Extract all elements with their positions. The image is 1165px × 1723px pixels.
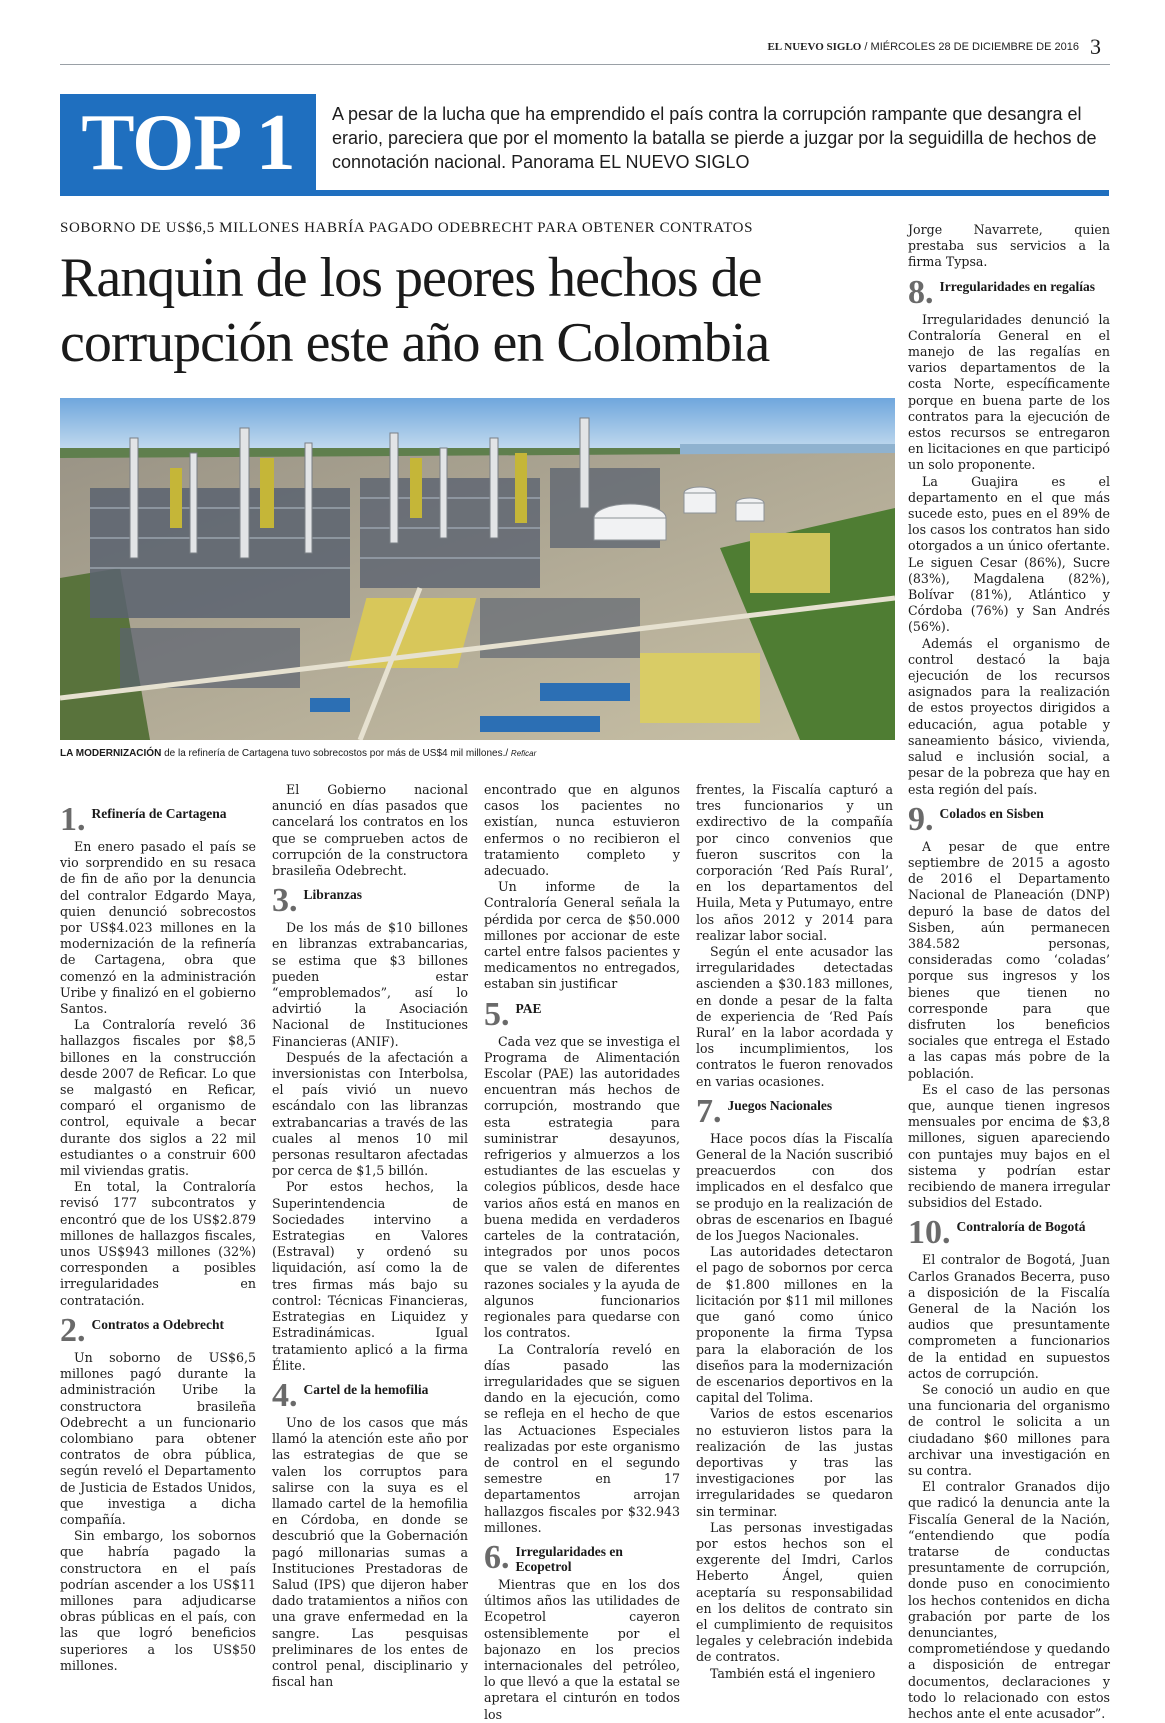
top-band-title: TOP 1 bbox=[81, 99, 295, 187]
section-number: 4. bbox=[272, 1376, 298, 1414]
paragraph: Varios de estos escenarios no estuvieron listos para la realización de las justas deportivas y tras las investigaciones por las irregularidades se quedaron sin terminar. bbox=[696, 1406, 893, 1519]
paragraph: También está el ingeniero bbox=[710, 1665, 876, 1681]
paragraph: Después de la afectación a inversionistas con Interbolsa, el país vivió un nuevo escándalo con las libranzas extrabancarias a través de las cuales al menos 10 mil personas resultaron afectadas por cerca de $1,5 billón. bbox=[272, 1049, 468, 1179]
paragraph: La Guajira es el departamento en el que más sucede esto, pues en el 89% de los casos los contratos han sido otorgados a un único ofertante. Le siguen Cesar (86%), Sucre (83%), Magdalena (82%), Bolívar (81%), Atlántico y Córdoba (76%) y San Andrés (56%). bbox=[908, 473, 1110, 635]
section-heading-6 bbox=[484, 1538, 680, 1576]
paragraph: El Gobierno nacional anunció en días pasados que cancelará los contratos en los que se comprueben actos de corrupción de la constructora brasileña Odebrecht. bbox=[272, 782, 468, 879]
column-4 bbox=[696, 782, 893, 1682]
column-3 bbox=[484, 782, 680, 1723]
section-heading-3 bbox=[272, 882, 468, 920]
section-number: 8. bbox=[908, 273, 934, 311]
section-number: 9. bbox=[908, 800, 934, 838]
section-number: 7. bbox=[696, 1092, 722, 1130]
section-heading-10 bbox=[908, 1214, 1110, 1252]
caption-credit: Reficar bbox=[510, 749, 537, 758]
section-number: 1. bbox=[60, 801, 86, 838]
paragraph: Por estos hechos, la Superintendencia de Sociedades intervino a Estrategias en Valores (Estraval) y ordenó su liquidación, así como la de tres firmas más bajo su control: Técnicas Financieras, Estrategias en Liquidez y Estradinámicas. Igual tratamiento aplicó a la firma Élite. bbox=[272, 1179, 468, 1373]
paragraph: frentes, la Fiscalía capturó a tres funcionarios y un exdirectivo de la compañía por cinco convenios que fueron suscritos con la corporación ‘Red País Rural’, en los departamentos del Huila, Meta y Putumayo, entre los años 2012 y 2014 para realizar labor social. bbox=[696, 782, 893, 943]
masthead-paper: EL NUEVO SIGLO bbox=[767, 41, 862, 53]
paragraph: Cada vez que se investiga el Programa de Alimentación Escolar (PAE) las autoridades encuentran más hechos de corrupción, mostrando que esta estrategia para suministrar desayunos, refrigerios y almuerzos a los estudiantes de las escuelas y colegios públicos, desde hace varios años está en manos en buena medida en verdaderos carteles de la contratación, integrados por unos pocos que se valen de diferentes razones sociales y la ayuda de algunos funcionarios regionales para quedarse con los contratos. bbox=[484, 1033, 680, 1341]
photo-caption bbox=[60, 748, 536, 759]
paragraph: El contralor de Bogotá, Juan Carlos Granados Becerra, puso a disposición de la Fiscalía General de la Nación los audios que presuntamente comprometen a funcionarios de la entidad en supuestos actos de corrupción. bbox=[908, 1252, 1110, 1381]
paragraph: Mientras que en los dos últimos años las utilidades de Ecopetrol cayeron ostensiblemente por el bajonazo en los precios internacionales del petróleo, lo que llevó a que la estatal se apretara el cinturón en todos los bbox=[484, 1576, 680, 1722]
column-2 bbox=[272, 782, 468, 1690]
masthead bbox=[767, 41, 1079, 53]
paragraph: Uno de los casos que más llamó la atención este año por las estrategias de que se valen los corruptos para salirse con la suya es el llamado cartel de la hemofilia en Córdoba, en donde se descubrió que la Gobernación pagó millonarias sumas a Instituciones Prestadoras de Salud (IPS) que dijeron haber dado tratamientos a niños con una grave enfermedad en la sangre. Las pesquisas preliminares de los entes de control penal, disciplinario y fiscal han bbox=[272, 1414, 468, 1690]
paragraph: Irregularidades denunció la Contraloría General en el manejo de las regalías en varios departamentos de la costa Norte, específicamente porque en buena parte de los contratos para la ejecución de estos recursos se entregaron en licitaciones en que participó un solo proponente. bbox=[908, 311, 1110, 473]
caption-text: de la refinería de Cartagena tuvo sobrecostos por más de US$4 mil millones./ bbox=[161, 748, 511, 759]
paragraph: Según el ente acusador las irregularidades detectadas ascienden a $30.183 millones, en donde a pesar de la falta de experiencia de ‘Red País Rural’ en la labor acordada y los incumplimientos, los contratos le fueron renovados en varias ocasiones. bbox=[696, 944, 893, 1089]
section-number: 10. bbox=[908, 1214, 951, 1252]
section-title: Libranzas bbox=[303, 887, 363, 903]
section-heading-9 bbox=[908, 800, 1110, 838]
section-title: Colados en Sisben bbox=[939, 805, 1044, 821]
page-number: 3 bbox=[1090, 34, 1101, 59]
column-1 bbox=[60, 798, 256, 1674]
masthead-date: / MIÉRCOLES 28 DE DICIEMBRE DE 2016 bbox=[861, 41, 1079, 53]
section-number: 2. bbox=[60, 1311, 86, 1349]
paragraph: De los más de $10 billones en libranzas extrabancarias, se estima que $3 billones pueden estar “emproblemados”, así lo advirtió la Asociación Nacional de Instituciones Financieras (ANIF). bbox=[272, 920, 468, 1049]
section-heading-4 bbox=[272, 1376, 468, 1414]
paragraph: Es el caso de las personas que, aunque tienen ingresos mensuales por encima de $3,8 millones, siguen apareciendo con puntajes muy bajos en el sistema y podrían estar recibiendo de manera irregular subsidios del Estado. bbox=[908, 1081, 1110, 1211]
paragraph: encontrado que en algunos casos los pacientes no existían, nunca estuvieron enfermos o no recibieron el tratamiento completo y adecuado. bbox=[484, 782, 680, 879]
paragraph: Se conoció un audio en que una funcionaria del organismo de control le solicita a un ciudadano $60 millones para archivar una investigación en su contra. bbox=[908, 1382, 1110, 1479]
column-5 bbox=[908, 222, 1110, 1722]
section-title: Refinería de Cartagena bbox=[91, 806, 227, 821]
section-title: PAE bbox=[515, 1000, 542, 1016]
section-title: Irregularidades en regalías bbox=[939, 278, 1095, 294]
top-band-text: A pesar de la lucha que ha emprendido el país contra la corrupción rampante que desangra el erario, pareciera que por el momento la batalla se pierde a juzgar por la seguidilla de hechos de connotación nacional. Panorama EL NUEVO SIGLO bbox=[332, 104, 1097, 172]
section-heading-8 bbox=[908, 273, 1110, 311]
paragraph: Un soborno de US$6,5 millones pagó durante la administración Uribe la constructora brasileña Odebrecht a un funcionario colombiano para obtener contratos de obra pública, según reveló el Departamento de Justicia de Estados Unidos, que investiga a dicha compañía. bbox=[60, 1349, 256, 1527]
headline: Ranquin de los peores hechos de corrupción este año en Colombia bbox=[60, 247, 770, 374]
paragraph: La Contraloría reveló en días pasado las irregularidades que se siguen dando en la ejecución, como se refleja en el hecho de que las Actuaciones Especiales realizadas por este organismo de control en el segundo semestre en 17 departamentos arrojan hallazgos fiscales por $32.943 millones. bbox=[484, 1341, 680, 1535]
paragraph: Hace pocos días la Fiscalía General de la Nación suscribió preacuerdos con dos implicados en el desfalco que se produjo en la realización de obras de escenarios en Ibagué de los Juegos Nacionales. bbox=[696, 1130, 893, 1244]
caption-lead: LA MODERNIZACIÓN bbox=[60, 748, 162, 759]
paragraph: A pesar de que entre septiembre de 2015 a agosto de 2016 el Departamento Nacional de Planeación (DNP) depuró la base de datos del Sisben, aún permanecen 384.582 personas, consideradas como ‘coladas’ porque sus ingresos y los bienes que tienen no corresponde para que disfruten los beneficios sociales que entrega el Estado a las capas más pobre de la población. bbox=[908, 838, 1110, 1081]
section-number: 3. bbox=[272, 882, 298, 920]
paragraph: Un informe de la Contraloría General señala la pérdida por cerca de $50.000 millones por accionar de este cartel entre falsos pacientes y medicamentos no entregados, estaban sin justificar bbox=[484, 879, 680, 992]
section-title: Cartel de la hemofilia bbox=[303, 1381, 429, 1397]
paragraph: Además el organismo de control destacó la baja ejecución de los recursos asignados para la realización de estos proyectos dirigidos a educación, agua potable y saneamiento básico, vivienda, salud e inclusión social, a pesar de la pobreza que hay en esta región del país. bbox=[908, 635, 1110, 797]
section-number: 5. bbox=[484, 995, 510, 1033]
section-heading-7 bbox=[696, 1092, 893, 1130]
top-band bbox=[60, 94, 1109, 193]
header-divider bbox=[60, 64, 1110, 65]
section-title: Juegos Nacionales bbox=[727, 1097, 833, 1113]
top-band-rule bbox=[60, 190, 1109, 196]
paragraph: En total, la Contraloría revisó 177 subcontratos y encontró que de los US$2.879 millones de hallazgos fiscales, unos US$943 millones (32%) corresponden a posibles irregularidades en contratación. bbox=[60, 1179, 256, 1308]
paragraph: En enero pasado el país se vio sorprendido en su resaca de fin de año por la denuncia del contralor Edgardo Maya, quien denunció sobrecostos por US$4.023 millones en la modernización de la refinería de Cartagena, obra que comenzó en la administración Uribe y finalizó en el gobierno Santos. bbox=[60, 839, 256, 1017]
paragraph: El contralor Granados dijo que radicó la denuncia ante la Fiscalía General de la Nación, “entendiendo que podía tratarse de conductas presuntamente de corrupción, donde puso en conocimiento los hechos contenidos en dicha grabación por parte de los denunciantes, comprometiéndose y quedando a disposición de entregar documentos, declaraciones y todo lo relacionado con estos hechos ante el ente acusador”. bbox=[908, 1479, 1110, 1722]
section-number: 6. bbox=[484, 1538, 510, 1576]
paragraph: La Contraloría reveló 36 hallazgos fiscales por $8,5 billones en la construcción desde 2007 de Reficar. Lo que se malgastó en Reficar, comparó el organismo de control, equivale a becar durante dos siglos a 22 mil estudiantes o a construir 600 mil viviendas gratis. bbox=[60, 1017, 256, 1179]
section-title: Irregularidades en Ecopetrol bbox=[515, 1543, 623, 1574]
section-title: Contratos a Odebrecht bbox=[91, 1316, 224, 1332]
section-heading-2 bbox=[60, 1311, 256, 1349]
section-heading-5 bbox=[484, 995, 680, 1033]
section-heading-1 bbox=[60, 801, 256, 838]
refinery-photo bbox=[60, 398, 895, 740]
paragraph: Sin embargo, los sobornos que habría pagado la constructora en el país podrían ascender a los US$11 millones para adjudicarse obras públicas en el país, con las que logró beneficios superiores a los US$50 millones. bbox=[60, 1528, 256, 1673]
kicker: SOBORNO DE US$6,5 MILLONES HABRÍA PAGADO ODEBRECHT PARA OBTENER CONTRATOS bbox=[60, 220, 754, 236]
paragraph: Las autoridades detectaron el pago de sobornos por cerca de $1.800 millones en la licitación por $11 mil millones que ganó como único proponente la firma Typsa para la elaboración de los diseños para la modernización de escenarios deportivos en la capital del Tolima. bbox=[696, 1244, 893, 1406]
paragraph: Jorge Navarrete, quien prestaba sus servicios a la firma Typsa. bbox=[908, 222, 1110, 270]
paragraph: Las personas investigadas por estos hechos son el exgerente del Imdri, Carlos Heberto Ángel, quien aceptaría su responsabilidad en los delitos de contrato sin el cumplimiento de requisitos legales y celebración indebida de contratos. bbox=[696, 1519, 893, 1665]
section-title: Contraloría de Bogotá bbox=[956, 1219, 1086, 1235]
